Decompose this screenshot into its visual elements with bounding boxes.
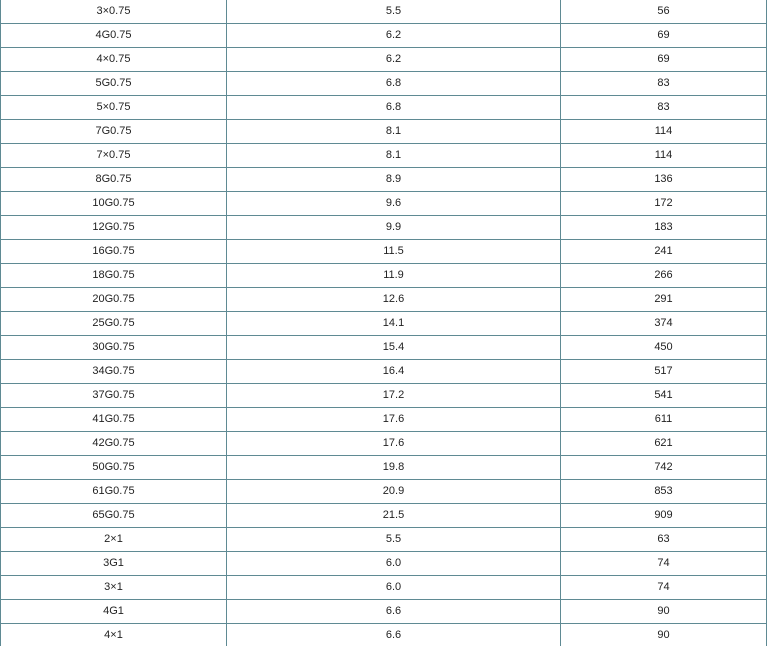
weight-cell: 374 [561, 312, 767, 336]
cable-size-cell: 20G0.75 [1, 288, 227, 312]
outer-diameter-cell: 5.5 [227, 0, 561, 24]
cable-size-cell: 18G0.75 [1, 264, 227, 288]
outer-diameter-cell: 16.4 [227, 360, 561, 384]
cable-size-cell: 50G0.75 [1, 456, 227, 480]
weight-cell: 611 [561, 408, 767, 432]
outer-diameter-cell: 9.9 [227, 216, 561, 240]
weight-cell: 541 [561, 384, 767, 408]
outer-diameter-cell: 9.6 [227, 192, 561, 216]
outer-diameter-cell: 6.6 [227, 600, 561, 624]
weight-cell: 241 [561, 240, 767, 264]
cable-size-cell: 8G0.75 [1, 168, 227, 192]
cable-size-cell: 5G0.75 [1, 72, 227, 96]
cable-size-cell: 7G0.75 [1, 120, 227, 144]
table-row [1, 264, 767, 288]
outer-diameter-cell: 20.9 [227, 480, 561, 504]
cable-size-cell: 3×0.75 [1, 0, 227, 24]
weight-cell: 853 [561, 480, 767, 504]
outer-diameter-cell: 12.6 [227, 288, 561, 312]
table-row [1, 240, 767, 264]
cable-size-cell: 2×1 [1, 528, 227, 552]
table-row [1, 72, 767, 96]
cable-size-cell: 30G0.75 [1, 336, 227, 360]
cable-size-cell: 65G0.75 [1, 504, 227, 528]
cable-size-cell: 3G1 [1, 552, 227, 576]
table-row [1, 120, 767, 144]
outer-diameter-cell: 11.9 [227, 264, 561, 288]
table-row [1, 144, 767, 168]
outer-diameter-cell: 17.6 [227, 408, 561, 432]
outer-diameter-cell: 6.6 [227, 624, 561, 646]
table-row [1, 0, 767, 24]
outer-diameter-cell: 6.8 [227, 72, 561, 96]
table-row [1, 624, 767, 646]
cable-size-cell: 4G1 [1, 600, 227, 624]
cable-size-cell: 34G0.75 [1, 360, 227, 384]
table-row [1, 48, 767, 72]
weight-cell: 69 [561, 48, 767, 72]
weight-cell: 83 [561, 96, 767, 120]
outer-diameter-cell: 5.5 [227, 528, 561, 552]
outer-diameter-cell: 6.0 [227, 576, 561, 600]
outer-diameter-cell: 15.4 [227, 336, 561, 360]
weight-cell: 909 [561, 504, 767, 528]
weight-cell: 83 [561, 72, 767, 96]
outer-diameter-cell: 6.2 [227, 24, 561, 48]
cable-size-cell: 4×0.75 [1, 48, 227, 72]
cable-size-cell: 4×1 [1, 624, 227, 646]
weight-cell: 517 [561, 360, 767, 384]
outer-diameter-cell: 6.8 [227, 96, 561, 120]
table-row [1, 576, 767, 600]
table-row [1, 600, 767, 624]
cable-size-cell: 42G0.75 [1, 432, 227, 456]
weight-cell: 450 [561, 336, 767, 360]
weight-cell: 74 [561, 552, 767, 576]
weight-cell: 266 [561, 264, 767, 288]
table-row [1, 336, 767, 360]
outer-diameter-cell: 8.9 [227, 168, 561, 192]
weight-cell: 90 [561, 600, 767, 624]
weight-cell: 90 [561, 624, 767, 646]
table-row [1, 528, 767, 552]
table-row [1, 432, 767, 456]
cable-size-cell: 16G0.75 [1, 240, 227, 264]
cable-size-cell: 61G0.75 [1, 480, 227, 504]
outer-diameter-cell: 11.5 [227, 240, 561, 264]
weight-cell: 742 [561, 456, 767, 480]
table-row [1, 24, 767, 48]
weight-cell: 183 [561, 216, 767, 240]
table-row [1, 504, 767, 528]
table-row [1, 360, 767, 384]
outer-diameter-cell: 21.5 [227, 504, 561, 528]
table-row [1, 96, 767, 120]
table-row [1, 552, 767, 576]
outer-diameter-cell: 14.1 [227, 312, 561, 336]
cable-size-cell: 5×0.75 [1, 96, 227, 120]
outer-diameter-cell: 17.2 [227, 384, 561, 408]
weight-cell: 63 [561, 528, 767, 552]
cable-size-cell: 37G0.75 [1, 384, 227, 408]
table-row [1, 216, 767, 240]
outer-diameter-cell: 8.1 [227, 144, 561, 168]
table-row [1, 288, 767, 312]
outer-diameter-cell: 17.6 [227, 432, 561, 456]
weight-cell: 291 [561, 288, 767, 312]
weight-cell: 69 [561, 24, 767, 48]
cable-size-cell: 41G0.75 [1, 408, 227, 432]
weight-cell: 74 [561, 576, 767, 600]
table-row [1, 168, 767, 192]
weight-cell: 56 [561, 0, 767, 24]
weight-cell: 114 [561, 120, 767, 144]
cable-size-cell: 10G0.75 [1, 192, 227, 216]
table-row [1, 456, 767, 480]
table-row [1, 384, 767, 408]
outer-diameter-cell: 6.0 [227, 552, 561, 576]
cable-size-cell: 4G0.75 [1, 24, 227, 48]
weight-cell: 621 [561, 432, 767, 456]
table-row [1, 312, 767, 336]
outer-diameter-cell: 19.8 [227, 456, 561, 480]
cable-size-cell: 7×0.75 [1, 144, 227, 168]
weight-cell: 172 [561, 192, 767, 216]
outer-diameter-cell: 6.2 [227, 48, 561, 72]
table-body [1, 0, 767, 646]
weight-cell: 114 [561, 144, 767, 168]
outer-diameter-cell: 8.1 [227, 120, 561, 144]
table-row [1, 408, 767, 432]
cable-size-cell: 3×1 [1, 576, 227, 600]
cable-size-cell: 25G0.75 [1, 312, 227, 336]
weight-cell: 136 [561, 168, 767, 192]
table-row [1, 480, 767, 504]
cable-size-cell: 12G0.75 [1, 216, 227, 240]
table-row [1, 192, 767, 216]
